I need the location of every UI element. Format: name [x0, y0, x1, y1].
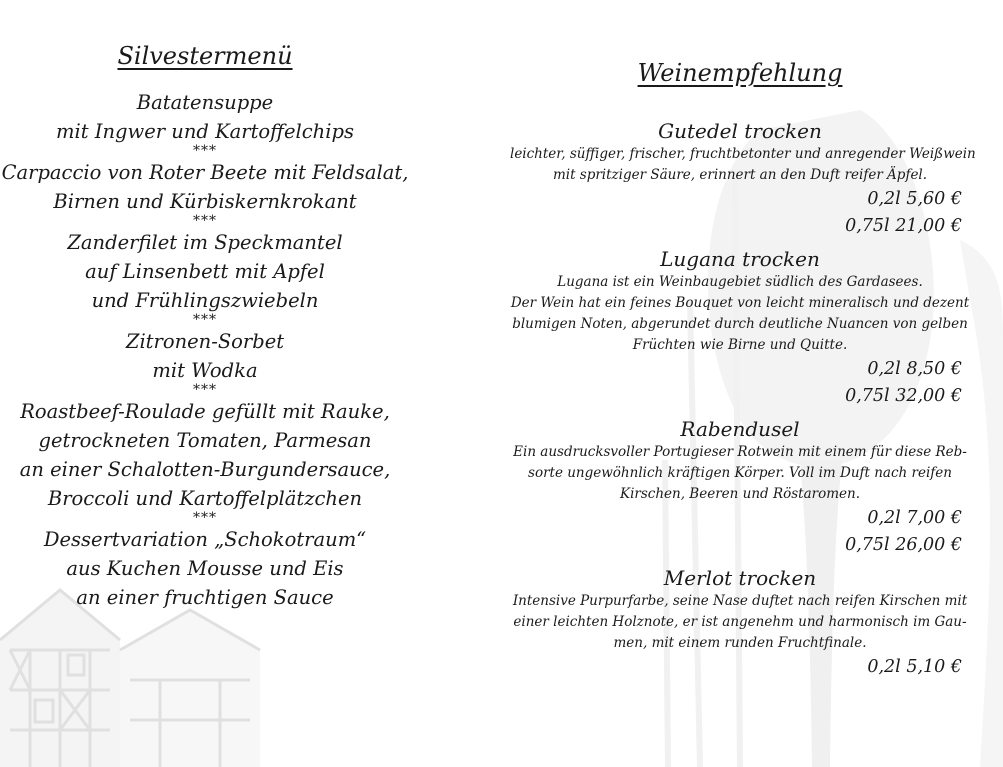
course-line: mit Wodka — [152, 359, 258, 382]
course-separator: *** — [193, 143, 217, 159]
wine-description-line: einer leichten Holznote, er ist angenehm und harmonisch im Gau- — [513, 614, 967, 630]
wine-description-line: sorte ungewöhnlich kräftigen Körper. Voll im Duft nach reifen — [528, 465, 952, 481]
course-line: auf Linsenbett mit Apfel — [85, 260, 325, 283]
wine-price: 0,2l 5,10 € — [867, 657, 962, 677]
course-line: und Frühlingszwiebeln — [91, 289, 319, 312]
course-1 — [0, 88, 410, 146]
wine-merlot — [510, 565, 970, 681]
course-line: an einer Schalotten-Burgundersauce, — [19, 458, 391, 481]
wine-name: Lugana trocken — [660, 247, 820, 271]
wine-description — [510, 442, 970, 505]
course-5 — [0, 397, 410, 513]
course-line: an einer fruchtigen Sauce — [76, 586, 334, 609]
wine-recommendations — [510, 56, 976, 687]
menu-title: Silvestermenü — [117, 42, 293, 70]
course-3 — [0, 228, 410, 315]
wine-description-line: mit spritziger Säure, erinnert an den Duft reifer Äpfel. — [552, 167, 928, 183]
course-separator: *** — [193, 382, 217, 398]
course-6 — [0, 525, 410, 612]
course-line: aus Kuchen Mousse und Eis — [66, 557, 344, 580]
wine-price: 0,75l 32,00 € — [845, 386, 962, 406]
wine-description-line: Kirschen, Beeren und Röstaromen. — [619, 486, 860, 502]
wine-gutedel — [510, 118, 976, 240]
course-line: mit Ingwer und Kartoffelchips — [56, 120, 354, 143]
course-separator: *** — [193, 510, 217, 526]
wine-rabendusel — [510, 416, 970, 559]
wine-price: 0,75l 26,00 € — [845, 535, 962, 555]
course-2 — [0, 158, 410, 216]
wine-name: Gutedel trocken — [658, 119, 822, 143]
wine-price: 0,2l 5,60 € — [867, 189, 962, 209]
wine-description-line: men, mit einem runden Fruchtfinale. — [613, 635, 867, 651]
wine-description-line: Ein ausdrucksvoller Portugieser Rotwein mit einem für diese Reb- — [513, 444, 967, 460]
course-separator: *** — [193, 213, 217, 229]
wine-description-line: Der Wein hat ein feines Bouquet von leicht mineralisch und dezent — [510, 295, 970, 311]
course-line: Roastbeef-Roulade gefüllt mit Rauke, — [20, 400, 390, 423]
wine-description-line: leichter, süffiger, frischer, fruchtbetonter und anregender Weißwein — [510, 146, 976, 162]
course-line: Carpaccio von Roter Beete mit Feldsalat, — [1, 161, 409, 184]
wine-price: 0,2l 7,00 € — [867, 508, 962, 528]
wine-list-title: Weinempfehlung — [637, 59, 843, 87]
wine-price: 0,2l 8,50 € — [867, 359, 962, 379]
wine-description-line: blumigen Noten, abgerundet durch deutliche Nuancen von gelben — [512, 316, 968, 332]
wine-lugana — [510, 246, 970, 410]
course-line: Broccoli und Kartoffelplätzchen — [47, 487, 363, 510]
wine-description-line: Früchten wie Birne und Quitte. — [632, 337, 848, 353]
wine-description-line: Intensive Purpurfarbe, seine Nase duftet nach reifen Kirschen mit — [512, 593, 968, 609]
course-line: Zanderfilet im Speckmantel — [67, 231, 343, 254]
course-line: Birnen und Kürbiskernkrokant — [53, 190, 357, 213]
wine-name: Merlot trocken — [663, 566, 817, 590]
course-separator: *** — [193, 312, 217, 328]
wine-description — [510, 144, 976, 186]
wine-price: 0,75l 21,00 € — [845, 216, 962, 236]
silvester-menu — [0, 38, 410, 612]
wine-description — [510, 591, 970, 654]
wine-name: Rabendusel — [680, 417, 800, 441]
wine-description-line: Lugana ist ein Weinbaugebiet südlich des Gardasees. — [557, 274, 923, 290]
course-line: getrockneten Tomaten, Parmesan — [38, 429, 372, 452]
course-line: Dessertvariation „Schokotraum“ — [43, 528, 367, 551]
wine-description — [510, 272, 970, 356]
course-line: Zitronen-Sorbet — [125, 330, 285, 353]
half-timbered-house-watermark — [0, 590, 260, 767]
course-4 — [0, 327, 410, 385]
course-line: Batatensuppe — [136, 91, 274, 114]
